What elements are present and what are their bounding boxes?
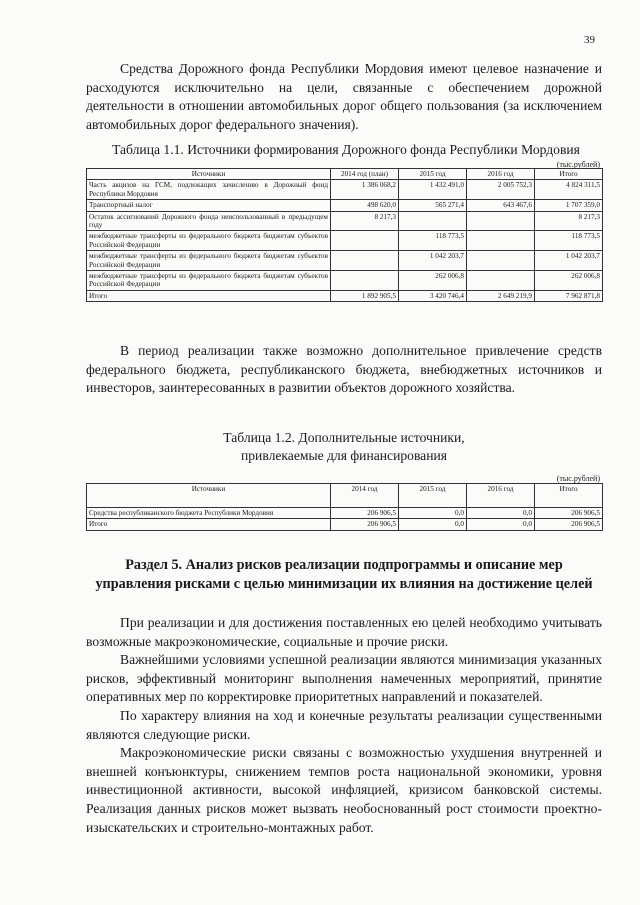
table-row <box>87 231 603 251</box>
table-cell: 1 042 203,7 <box>399 251 467 271</box>
table-cell: Остаток ассигнований Дорожного фонда неиспользованный в предыдущем году <box>87 211 331 231</box>
table-cell: 206 906,5 <box>535 519 603 530</box>
table-cell: 206 906,5 <box>331 519 399 530</box>
table-cell: Средства республиканского бюджета Республики Мордовия <box>87 508 331 519</box>
intro-block <box>86 60 602 134</box>
table-cell: 262 006,8 <box>535 271 603 291</box>
table-cell: 118 773,5 <box>535 231 603 251</box>
table-cell: 0,0 <box>399 519 467 530</box>
table-cell: 1 892 905,5 <box>331 290 399 301</box>
table-cell: 1 386 068,2 <box>331 180 399 200</box>
table-cell: 498 620,0 <box>331 200 399 211</box>
table-cell: 2 649 219,9 <box>467 290 535 301</box>
table-cell: 206 906,5 <box>331 508 399 519</box>
table-cell: 8 217,3 <box>535 211 603 231</box>
middle-paragraph: В период реализации также возможно дополнительное привлечение средств федерального бюджета, республиканского бюджета, внебюджетных источников и инвесторов, заинтересованных в развитии объектов дорожного хозяйства. <box>86 343 602 396</box>
table1-header: 2016 год <box>467 169 535 180</box>
risk-text-block <box>86 614 602 837</box>
table1-title: Таблица 1.1. Источники формирования Дорожного фонда Республики Мордовия <box>112 142 580 157</box>
table-cell: межбюджетные трансферты из федерального бюджета бюджетам субъектов Российской Федерации <box>87 271 331 291</box>
table-row <box>87 271 603 291</box>
table-cell: 1 042 203,7 <box>535 251 603 271</box>
table-cell: 1 432 491,0 <box>399 180 467 200</box>
table2-title-line2: привлекаемые для финансирования <box>240 448 448 463</box>
paragraph: При реализации и для достижения поставленных ею целей необходимо учитывать возможные макроэкономические, социальные и прочие риски. <box>86 615 602 649</box>
table-cell: Итого <box>87 519 331 530</box>
table-cell <box>467 211 535 231</box>
table-cell: межбюджетные трансферты из федерального бюджета бюджетам субъектов Российской Федерации <box>87 251 331 271</box>
table-cell: 0,0 <box>467 519 535 530</box>
table1-header: 2014 год (план) <box>331 169 399 180</box>
table-cell: 206 906,5 <box>535 508 603 519</box>
table-cell: Транспортный налог <box>87 200 331 211</box>
table-cell <box>331 231 399 251</box>
table-cell <box>467 231 535 251</box>
table2-header-row <box>87 484 603 508</box>
table2-header: 2014 год <box>331 484 399 508</box>
table-cell: межбюджетные трансферты из федерального бюджета бюджетам субъектов Российской Федерации <box>87 231 331 251</box>
table-row <box>87 180 603 200</box>
page-number: 39 <box>584 34 595 46</box>
table-cell <box>467 271 535 291</box>
table-cell: 643 467,6 <box>467 200 535 211</box>
table2-header: Итого <box>535 484 603 508</box>
table1-header: Итого <box>535 169 603 180</box>
table-cell: 7 962 871,8 <box>535 290 603 301</box>
table-row <box>87 200 603 211</box>
table2-header: Источники <box>87 484 331 508</box>
table-row <box>87 290 603 301</box>
table2 <box>86 483 603 531</box>
intro-paragraph: Средства Дорожного фонда Республики Мордовия имеют целевое назначение и расходуются исключительно на цели, связанные с обеспечением дорожной деятельности в отношении автомобильных дорог общего пользования (за исключением автомобильных дорог федерального значения). <box>86 61 602 132</box>
table-cell: 1 707 359,0 <box>535 200 603 211</box>
section-title: Раздел 5. Анализ рисков реализации подпрограммы и описание мер управления рисками с целью минимизации их влияния на достижение целей <box>95 557 593 592</box>
table2-unit: (тыс.рублей) <box>556 474 600 483</box>
table2-header: 2016 год <box>467 484 535 508</box>
table-row <box>87 211 603 231</box>
table2-title-line1: Таблица 1.2. Дополнительные источники, <box>223 430 465 445</box>
table-cell: 4 824 311,5 <box>535 180 603 200</box>
paragraph: Макроэкономические риски связаны с возможностью ухудшения внутренней и внешней конъюнктуры, снижением темпов роста национальной экономики, уровня инвестиционной активности, высокой инфляцией, кризисом банковской системы. Реализация данных рисков может вызвать необоснованный рост стоимости проектно-изыскательских и строительно-монтажных работ. <box>86 745 602 835</box>
table-cell: 2 005 752,3 <box>467 180 535 200</box>
table-cell: 3 420 746,4 <box>399 290 467 301</box>
table-row <box>87 508 603 519</box>
table1-header-row <box>87 169 603 180</box>
table-cell: Часть акцизов на ГСМ, подлежащих зачислению в Дорожный фонд Республики Мордовия <box>87 180 331 200</box>
table1-header: Источники <box>87 169 331 180</box>
table-cell: 8 217,3 <box>331 211 399 231</box>
table-cell: 0,0 <box>399 508 467 519</box>
table1-unit: (тыс.рублей) <box>556 160 600 169</box>
table2-header: 2015 год <box>399 484 467 508</box>
table-cell: 118 773,5 <box>399 231 467 251</box>
table-cell: 565 271,4 <box>399 200 467 211</box>
table-cell <box>331 251 399 271</box>
table-cell <box>399 211 467 231</box>
table-cell: 0,0 <box>467 508 535 519</box>
table-cell <box>467 251 535 271</box>
paragraph: По характеру влияния на ход и конечные результаты реализации существенными являются следующие риски. <box>86 707 602 742</box>
table-cell <box>331 271 399 291</box>
table1 <box>86 168 603 302</box>
paragraph: Важнейшими условиями успешной реализации являются минимизация указанных рисков, эффективный мониторинг выполнения намеченных мероприятий, принятие оперативных мер по корректировке приоритетных направлений и показателей. <box>86 652 602 705</box>
table-cell: Итого <box>87 290 331 301</box>
table-row <box>87 519 603 530</box>
middle-block <box>86 342 602 398</box>
table-cell: 262 006,8 <box>399 271 467 291</box>
table-row <box>87 251 603 271</box>
table1-header: 2015 год <box>399 169 467 180</box>
